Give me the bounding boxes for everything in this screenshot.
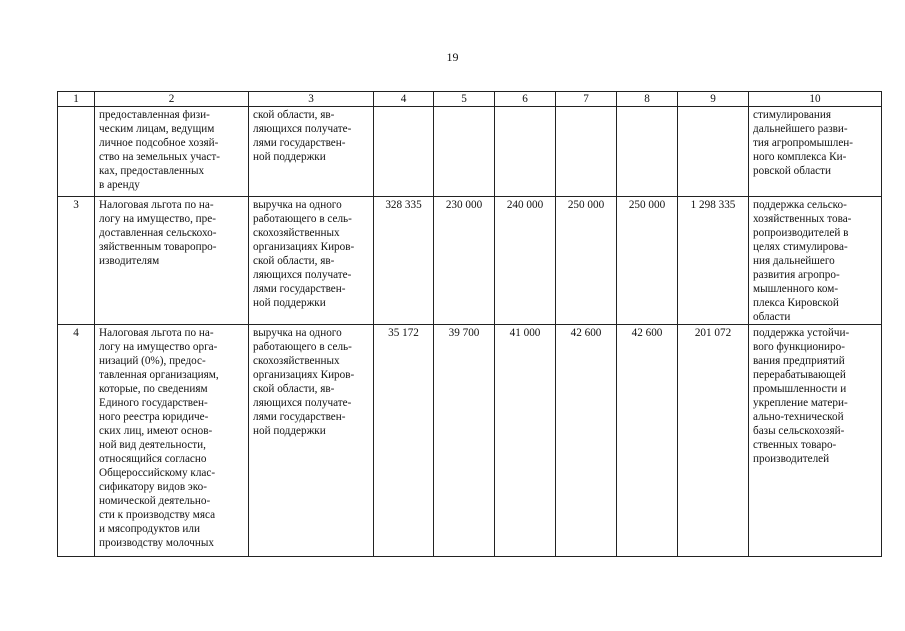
- value-col-6: 41 000: [495, 325, 556, 557]
- value-col-8: 250 000: [617, 197, 678, 325]
- row-number: [58, 107, 95, 197]
- table-row: [58, 197, 882, 325]
- benefit-description: предоставленная физи- ческим лицам, ведущим личное подсобное хозяй- ство на земельных участ- ках, предоставленных в аренду: [95, 107, 249, 197]
- column-header: 6: [495, 92, 556, 107]
- value-col-7: [556, 107, 617, 197]
- row-number: 4: [58, 325, 95, 557]
- value-col-4: [374, 107, 434, 197]
- column-header: 5: [434, 92, 495, 107]
- value-col-5: [434, 107, 495, 197]
- column-header: 4: [374, 92, 434, 107]
- value-col-4: 328 335: [374, 197, 434, 325]
- value-col-9: 201 072: [678, 325, 749, 557]
- table-row: [58, 107, 882, 197]
- value-col-7: 250 000: [556, 197, 617, 325]
- value-col-8: 42 600: [617, 325, 678, 557]
- column-header: 1: [58, 92, 95, 107]
- value-col-6: 240 000: [495, 197, 556, 325]
- column-header: 7: [556, 92, 617, 107]
- indicator-description: выручка на одного работающего в сель- скохозяйственных организациях Киров- ской области, яв- ляющихся получате- лями государствен- ной поддержки: [249, 197, 374, 325]
- indicator-description: выручка на одного работающего в сель- скохозяйственных организациях Киров- ской области, яв- ляющихся получате- лями государствен- ной поддержки: [249, 325, 374, 557]
- column-header: 9: [678, 92, 749, 107]
- table-row: [58, 325, 882, 557]
- page-number: 19: [446, 50, 459, 64]
- goal-description: поддержка устойчи- вого функциониро- вания предприятий перерабатывающей промышленности и укрепление матери- ально-технической базы сельскохозяй- ственных товаро- производителей: [749, 325, 882, 557]
- column-header: 3: [249, 92, 374, 107]
- value-col-9: [678, 107, 749, 197]
- benefit-description: Налоговая льгота по на- логу на имущество, пре- доставленная сельскохо- зяйственным товаропро- изводителям: [95, 197, 249, 325]
- column-header: 10: [749, 92, 882, 107]
- value-col-7: 42 600: [556, 325, 617, 557]
- value-col-9: 1 298 335: [678, 197, 749, 325]
- benefit-description: Налоговая льгота по на- логу на имущество орга- низаций (0%), предос- тавленная организациям, которые, по сведениям Единого государствен- ного реестра юридиче- ских лиц, имеют основ- ной вид деятельности, относящийся согласно Общероссийскому клас- сификатору видов эко- номической деятельно- сти к производству мяса и мясопродуктов или производству молочных: [95, 325, 249, 557]
- goal-description: поддержка сельско- хозяйственных това- ропроизводителей в целях стимулирова- ния дальнейшего развития агропро- мышленного ком- плекса Кировской области: [749, 197, 882, 325]
- value-col-6: [495, 107, 556, 197]
- data-table: [57, 91, 882, 557]
- value-col-5: 39 700: [434, 325, 495, 557]
- indicator-description: ской области, яв- ляющихся получате- лями государствен- ной поддержки: [249, 107, 374, 197]
- goal-description: стимулирования дальнейшего разви- тия агропромышлен- ного комплекса Ки- ровской области: [749, 107, 882, 197]
- row-number: 3: [58, 197, 95, 325]
- column-header: 8: [617, 92, 678, 107]
- table-header-row: [58, 92, 882, 107]
- value-col-8: [617, 107, 678, 197]
- column-header: 2: [95, 92, 249, 107]
- value-col-5: 230 000: [434, 197, 495, 325]
- value-col-4: 35 172: [374, 325, 434, 557]
